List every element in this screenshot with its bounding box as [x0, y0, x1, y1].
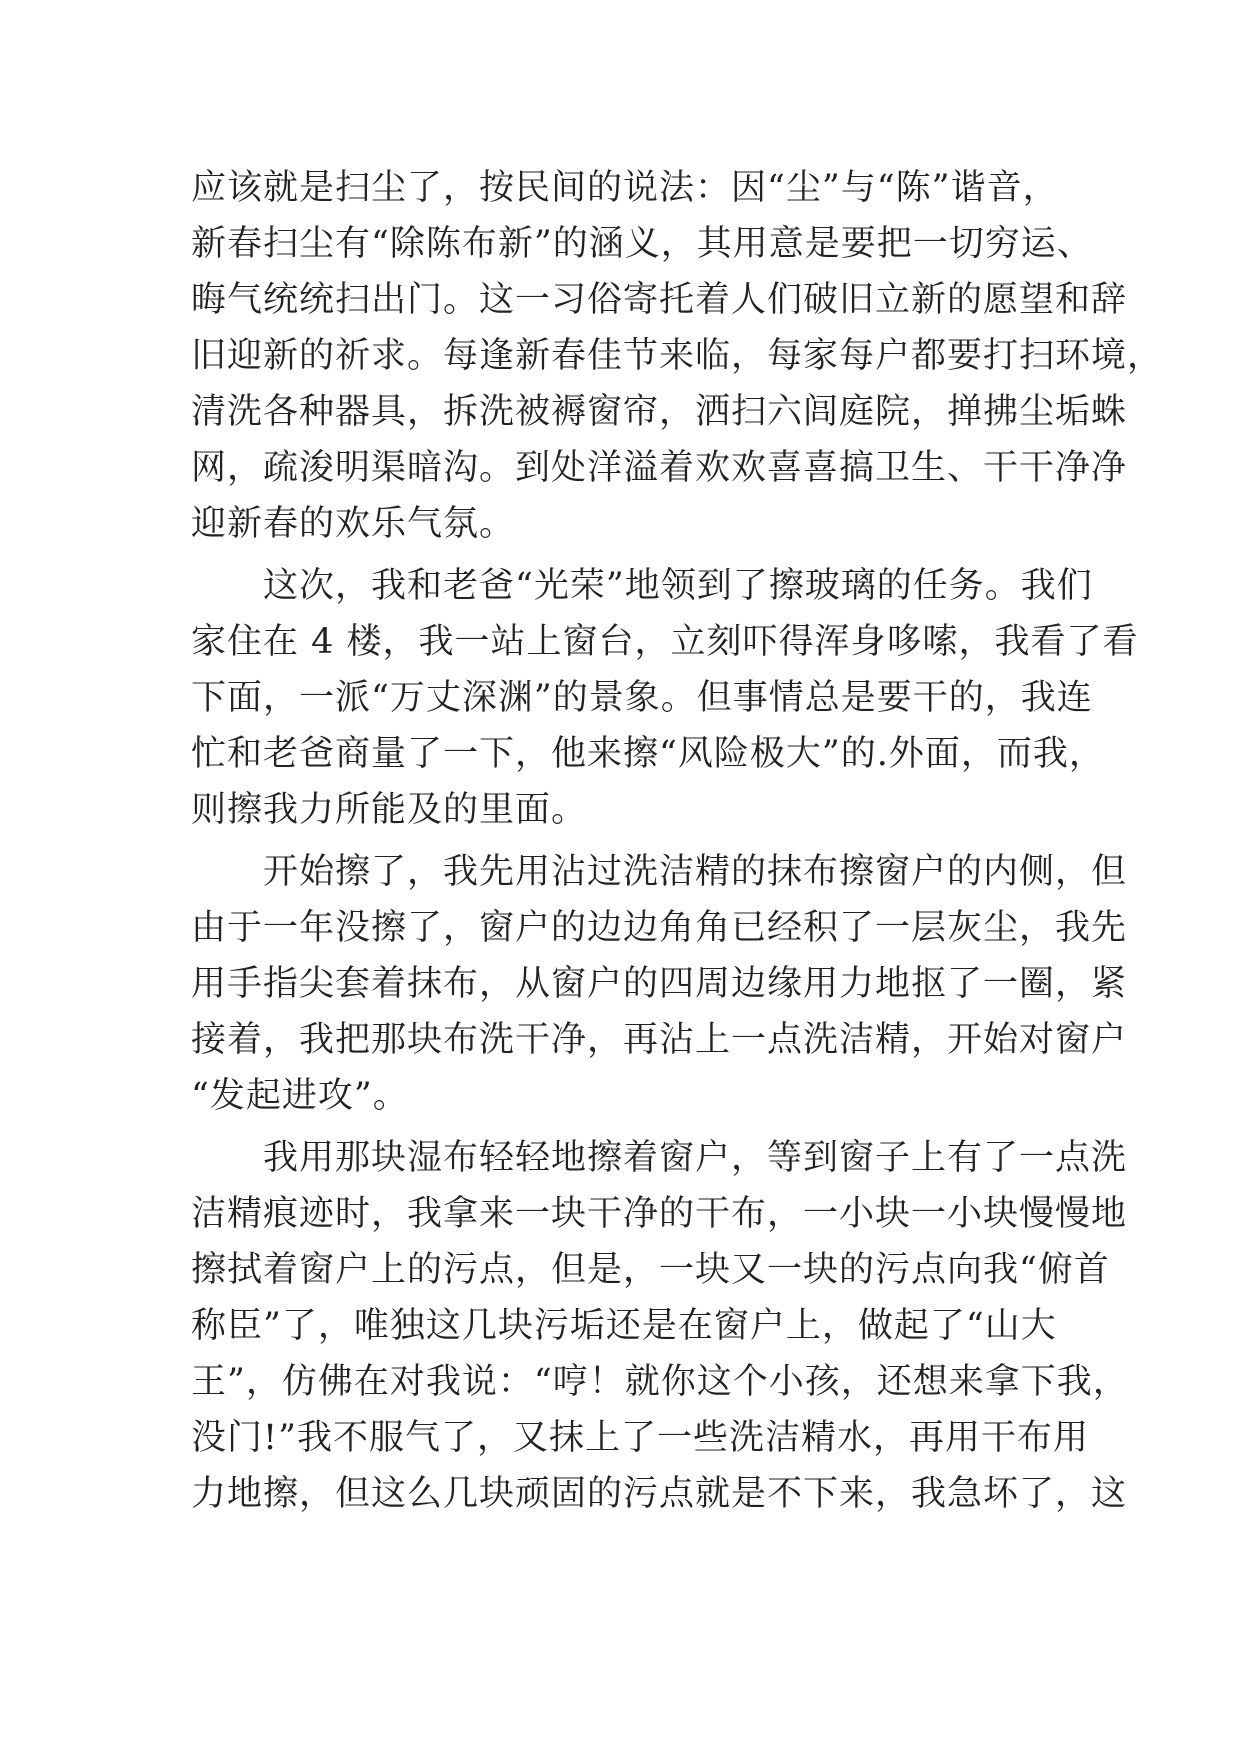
- text-line: “发起进攻”。: [191, 1076, 409, 1116]
- text-line: 新春扫尘有“除陈布新”的涵义，其用意是要把一切穷运、: [191, 224, 1093, 264]
- paragraph: [191, 1130, 1129, 1522]
- text-line: 由于一年没擦了，窗户的边边角角已经积了一层灰尘，我先: [191, 908, 1128, 948]
- text-line: 清洗各种器具，拆洗被褥窗帘，洒扫六闾庭院，掸拂尘垢蛛: [191, 392, 1128, 432]
- text-line: 开始擦了，我先用沾过洗洁精的抹布擦窗户的内侧，但: [191, 852, 1128, 892]
- paragraph: [191, 558, 1139, 838]
- text-line: 力地擦，但这么几块顽固的污点就是不下来，我急坏了，这: [191, 1474, 1128, 1514]
- text-line: 网，疏浚明渠暗沟。到处洋溢着欢欢喜喜搞卫生、干干净净: [191, 448, 1128, 488]
- text-line: 擦拭着窗户上的污点，但是，一块又一块的污点向我“俯首: [191, 1250, 1110, 1290]
- text-line: 没门!”我不服气了，又抹上了一些洗洁精水，再用干布用: [191, 1418, 1089, 1458]
- text-line: 我用那块湿布轻轻地擦着窗户，等到窗子上有了一点洗: [191, 1138, 1128, 1178]
- text-line: 用手指尖套着抹布，从窗户的四周边缘用力地抠了一圈，紧: [191, 964, 1128, 1004]
- text-line: 应该就是扫尘了，按民间的说法：因“尘”与“陈”谐音，: [191, 168, 1059, 208]
- text-line: 接着，我把那块布洗干净，再沾上一点洗洁精，开始对窗户: [191, 1020, 1128, 1060]
- text-line: 洁精痕迹时，我拿来一块干净的干布，一小块一小块慢慢地: [191, 1194, 1128, 1234]
- document-body: [191, 160, 1164, 1522]
- text-line: 称臣”了，唯独这几块污垢还是在窗户上，做起了“山大: [191, 1306, 1057, 1346]
- text-line: 旧迎新的祈求。每逢新春佳节来临，每家每户都要打扫环境，: [191, 336, 1164, 376]
- text-line: 迎新春的欢乐气氛。: [191, 504, 516, 544]
- text-line: 王”，仿佛在对我说：“哼！就你这个小孩，还想来拿下我，: [191, 1362, 1129, 1402]
- text-line: 晦气统统扫出门。这一习俗寄托着人们破旧立新的愿望和辞: [191, 280, 1128, 320]
- text-line: 下面，一派“万丈深渊”的景象。但事情总是要干的，我连: [191, 678, 1093, 718]
- text-line: 这次，我和老爸“光荣”地领到了擦玻璃的任务。我们: [191, 566, 1093, 606]
- paragraph: [191, 160, 1164, 552]
- paragraph: [191, 844, 1128, 1124]
- text-line: 家住在 4 楼，我一站上窗台，立刻吓得浑身哆嗦，我看了看: [191, 622, 1139, 662]
- text-line: 则擦我力所能及的里面。: [191, 790, 588, 830]
- text-line: 忙和老爸商量了一下，他来擦“风险极大”的.外面，而我，: [191, 734, 1105, 774]
